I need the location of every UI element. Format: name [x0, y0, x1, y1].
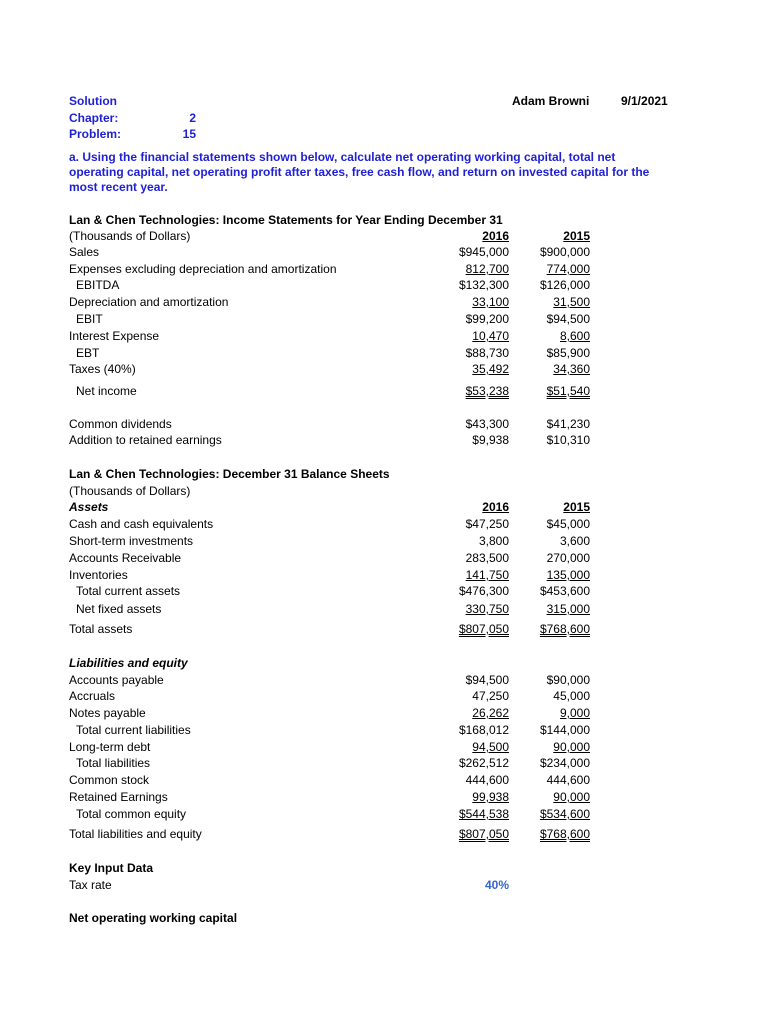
value-2015: $144,000	[539, 723, 590, 737]
value-2015: $45,000	[546, 517, 590, 531]
value-2016: $262,512	[458, 756, 509, 770]
tax-rate-value: 40%	[484, 878, 509, 892]
income-row-taxes	[0, 361, 768, 377]
value-2015: $900,000	[539, 245, 590, 259]
row-label: Accounts Receivable	[69, 551, 182, 565]
row-label: Short-term investments	[69, 534, 194, 548]
asset-row-cash	[0, 516, 768, 532]
value-2015: $126,000	[539, 278, 590, 292]
value-2016: 444,600	[465, 773, 509, 787]
value-2015: $90,000	[546, 673, 590, 687]
row-label: Sales	[69, 245, 100, 259]
row-label: Retained Earnings	[69, 790, 168, 804]
liab-row-total-liab-equity	[0, 826, 768, 842]
value-2015: $10,310	[546, 433, 590, 447]
row-label: Total assets	[69, 622, 133, 636]
income-row-retained	[0, 432, 768, 448]
balance-units-row	[0, 483, 768, 499]
row-label: Total liabilities	[76, 756, 151, 770]
value-2016: $132,300	[458, 278, 509, 292]
nowc-heading-row	[0, 910, 768, 926]
row-label: Inventories	[69, 568, 128, 582]
value-2015: $768,600	[539, 827, 590, 841]
value-2016: 3,800	[478, 534, 509, 548]
row-label: Net fixed assets	[76, 602, 162, 616]
row-label: Accruals	[69, 689, 116, 703]
income-row-interest	[0, 328, 768, 344]
income-row-ebitda	[0, 277, 768, 293]
value-2015: 31,500	[553, 295, 590, 309]
problem-value: 15	[182, 127, 196, 141]
header-row-chapter	[0, 110, 768, 126]
value-2016: $476,300	[458, 584, 509, 598]
chapter-label: Chapter:	[69, 111, 119, 125]
asset-row-total-current	[0, 583, 768, 599]
row-label: Net income	[76, 384, 137, 398]
author-name: Adam Browni	[512, 94, 590, 108]
value-2015: $768,600	[539, 622, 590, 636]
value-2015: 8,600	[559, 329, 590, 343]
income-title-row	[0, 212, 768, 228]
row-label: Common stock	[69, 773, 150, 787]
value-2016: $807,050	[458, 622, 509, 636]
row-label: Total current assets	[76, 584, 181, 598]
value-2016: 99,938	[472, 790, 509, 804]
value-2015: 270,000	[546, 551, 590, 565]
value-2015: 34,360	[553, 362, 590, 376]
income-row-depreciation	[0, 294, 768, 310]
row-label: EBIT	[76, 312, 103, 326]
liab-row-notes	[0, 705, 768, 721]
income-row-dividends	[0, 416, 768, 432]
value-2016: $94,500	[465, 673, 509, 687]
assets-heading: Assets	[69, 500, 109, 514]
value-2015: $85,900	[546, 346, 590, 360]
value-2015: 774,000	[546, 262, 590, 276]
value-2016: 94,500	[472, 740, 509, 754]
balance-year-2016: 2016	[482, 500, 509, 514]
solution-label: Solution	[69, 94, 117, 108]
value-2015: $51,540	[546, 384, 590, 398]
asset-row-total-assets	[0, 621, 768, 637]
income-units-row	[0, 228, 768, 244]
key-input-heading: Key Input Data	[69, 861, 154, 875]
liab-row-accruals	[0, 688, 768, 704]
value-2016: $544,538	[458, 807, 509, 821]
balance-title-row	[0, 466, 768, 482]
value-2015: $534,600	[539, 807, 590, 821]
income-units: (Thousands of Dollars)	[69, 229, 191, 243]
income-row-sales	[0, 244, 768, 260]
balance-year-2015: 2015	[563, 500, 590, 514]
header-row-problem	[0, 126, 768, 142]
row-label: Interest Expense	[69, 329, 160, 343]
value-2016: 35,492	[472, 362, 509, 376]
income-row-net-income	[0, 383, 768, 399]
row-label: Total liabilities and equity	[69, 827, 202, 841]
key-input-heading-row	[0, 860, 768, 876]
value-2015: 315,000	[546, 602, 590, 616]
value-2015: $234,000	[539, 756, 590, 770]
value-2016: 141,750	[465, 568, 509, 582]
liab-row-total-current	[0, 722, 768, 738]
row-label: Addition to retained earnings	[69, 433, 222, 447]
balance-title: Lan & Chen Technologies: December 31 Balance Sheets	[69, 467, 390, 481]
row-label: Long-term debt	[69, 740, 151, 754]
value-2016: 812,700	[465, 262, 509, 276]
income-row-expenses	[0, 261, 768, 277]
income-row-ebit	[0, 311, 768, 327]
row-label: Taxes (40%)	[69, 362, 136, 376]
value-2015: 444,600	[546, 773, 590, 787]
value-2016: $168,012	[458, 723, 509, 737]
value-2016: $43,300	[465, 417, 509, 431]
row-label: Total current liabilities	[76, 723, 191, 737]
nowc-heading: Net operating working capital	[69, 911, 238, 925]
row-label: Accounts payable	[69, 673, 164, 687]
value-2015: 135,000	[546, 568, 590, 582]
liab-row-total-equity	[0, 806, 768, 822]
value-2016: $945,000	[458, 245, 509, 259]
asset-row-short-term	[0, 533, 768, 549]
liab-row-long-term	[0, 739, 768, 755]
value-2016: $99,200	[465, 312, 509, 326]
value-2015: 90,000	[553, 740, 590, 754]
income-year-2016: 2016	[482, 229, 509, 243]
value-2015: 9,000	[559, 706, 590, 720]
value-2016: $9,938	[472, 433, 509, 447]
row-label: Total common equity	[76, 807, 187, 821]
date-value: 9/1/2021	[621, 94, 668, 108]
income-title: Lan & Chen Technologies: Income Statements for Year Ending December 31	[69, 213, 503, 227]
question-text: a. Using the financial statements shown below, calculate net operating working capital, total net operating capital, net operating profit after taxes, free cash flow, and return on invested capital for the most recent year.	[69, 150, 650, 194]
value-2016: $88,730	[465, 346, 509, 360]
asset-row-net-fixed	[0, 601, 768, 617]
row-label: Notes payable	[69, 706, 146, 720]
asset-row-inventories	[0, 567, 768, 583]
row-label: Cash and cash equivalents	[69, 517, 214, 531]
value-2016: 26,262	[472, 706, 509, 720]
row-label: Depreciation and amortization	[69, 295, 229, 309]
income-row-ebt	[0, 345, 768, 361]
liab-row-common-stock	[0, 772, 768, 788]
liab-heading: Liabilities and equity	[69, 656, 188, 670]
row-label: EBT	[76, 346, 100, 360]
value-2016: 330,750	[465, 602, 509, 616]
value-2016: 33,100	[472, 295, 509, 309]
asset-row-receivable	[0, 550, 768, 566]
value-2015: 45,000	[553, 689, 590, 703]
problem-label: Problem:	[69, 127, 122, 141]
value-2015: 90,000	[553, 790, 590, 804]
value-2016: 10,470	[472, 329, 509, 343]
liab-row-retained	[0, 789, 768, 805]
liab-heading-row	[0, 655, 768, 671]
value-2015: $453,600	[539, 584, 590, 598]
row-label: Common dividends	[69, 417, 172, 431]
chapter-value: 2	[189, 111, 196, 125]
income-year-2015: 2015	[563, 229, 590, 243]
tax-rate-row	[0, 877, 768, 893]
tax-rate-label: Tax rate	[69, 878, 112, 892]
row-label: EBITDA	[76, 278, 120, 292]
header-row-solution	[0, 93, 768, 109]
value-2016: $807,050	[458, 827, 509, 841]
liab-row-total-liabilities	[0, 755, 768, 771]
value-2016: 47,250	[472, 689, 509, 703]
row-label: Expenses excluding depreciation and amortization	[69, 262, 337, 276]
value-2015: 3,600	[559, 534, 590, 548]
liab-row-payable	[0, 672, 768, 688]
value-2016: $53,238	[465, 384, 509, 398]
value-2015: $94,500	[546, 312, 590, 326]
balance-units: (Thousands of Dollars)	[69, 484, 191, 498]
value-2016: $47,250	[465, 517, 509, 531]
assets-heading-row	[0, 499, 768, 515]
value-2016: 283,500	[465, 551, 509, 565]
value-2015: $41,230	[546, 417, 590, 431]
